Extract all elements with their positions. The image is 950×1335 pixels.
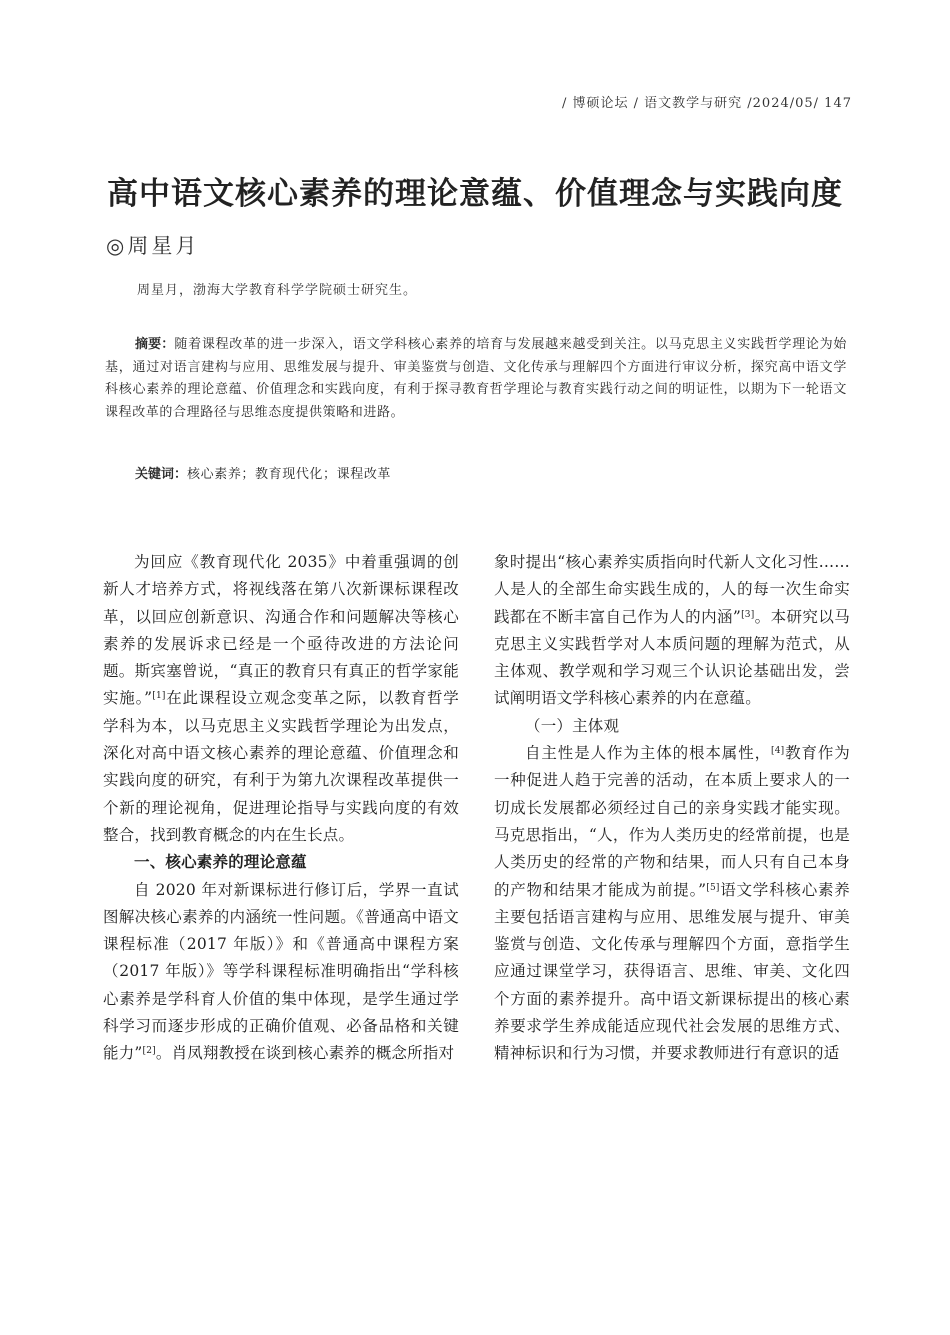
citation-ref: [3]: [741, 609, 755, 620]
paragraph: [494, 740, 850, 1068]
keywords: [135, 463, 391, 482]
abstract-text: 随着课程改革的进一步深入，语文学科核心素养的培育与发展越来越受到关注。以马克思主义实践哲学理论为始基，通过对语言建构与应用、思维发展与提升、审美鉴赏与创造、文化传承与理解四个方面进行审议分析，探究高中语文学科核心素养的理论意蕴、价值理念和实践向度，有利于探寻教育哲学理论与教育实践行动之间的明证性，以期为下一轮语文课程改革的合理路径与思维态度提供策略和进路。: [105, 337, 847, 420]
keywords-label: 关键词：: [135, 467, 188, 482]
article-title: 高中语文核心素养的理论意蕴、价值理念与实践向度: [107, 176, 843, 212]
paragraph-text: 自 2020 年对新课标进行修订后，学界一直试图解决核心素养的内涵统一性问题。《普通高中语文课程标准（2017 年版）》和《普通高中课程方案（2017 年版）》等学科课程标准明确指出“学科核心素养是学科育人价值的集中体现，是学生通过学科学习而逐步形成的正确价值观、必备品格和关键能力”: [103, 880, 459, 1063]
citation-ref: [1]: [152, 691, 166, 702]
paragraph: [103, 549, 459, 849]
body-column-left: [103, 549, 459, 1068]
paragraph-text: 。本研究以马克思主义实践哲学对人本质问题的理解为范式，从主体观、教学观和学习观三个认识论基础出发，尝试阐明语文学科核心素养的内在意蕴。: [494, 607, 850, 708]
running-header: / 博硕论坛 / 语文教学与研究 /2024/05/ 147: [561, 96, 852, 111]
body-column-right: [494, 549, 850, 1068]
section-heading: 一、核心素养的理论意蕴: [134, 853, 307, 872]
subsection-heading: （一）主体观: [525, 716, 620, 735]
author-name: ◎周星月: [106, 234, 200, 258]
keywords-text: 核心素养；教育现代化；课程改革: [187, 467, 392, 482]
paragraph-text: 象时提出“核心素养实质指向时代新人文化习性……人是人的全部生命实践生成的，人的每一次生命实践都在不断丰富自己作为人的内涵”: [494, 553, 850, 626]
paragraph-text: 为回应《教育现代化 2035》中着重强调的创新人才培养方式，将视线落在第八次新课标课程改革，以回应创新意识、沟通合作和问题解决等核心素养的发展诉求已经是一个亟待改进的方法论问题。斯宾塞曾说，“真正的教育只有真正的哲学家能实施。”: [103, 553, 459, 708]
paragraph-text: 在此课程设立观念变革之际，以教育哲学学科为本，以马克思主义实践哲学理论为出发点，深化对高中语文核心素养的理论意蕴、价值理念和实践向度的研究，有利于为第九次课程改革提供一个新的理论视角，促进理论指导与实践向度的有效整合，找到教育概念的内在生长点。: [103, 689, 459, 844]
paragraph-text: 自主性是人作为主体的根本属性，: [525, 744, 772, 763]
paragraph-text: 。肖凤翔教授在谈到核心素养的概念所指对: [155, 1044, 455, 1063]
paragraph-text: 教育作为一种促进人趋于完善的活动，在本质上要求人的一切成长发展都必须经过自己的亲身实践才能实现。马克思指出，“人，作为人类历史的经常前提，也是人类历史的经常的产物和结果，而人只有自己本身的产物和结果才能成为前提。”: [494, 744, 850, 899]
paragraph: [103, 877, 459, 1068]
citation-ref: [5]: [706, 882, 720, 893]
abstract: [105, 334, 847, 424]
citation-ref: [2]: [142, 1046, 156, 1057]
paragraph-text: 语文学科核心素养主要包括语言建构与应用、思维发展与提升、审美鉴赏与创造、文化传承与理解四个方面，意指学生应通过课堂学习，获得语言、思维、审美、文化四个方面的素养提升。高中语文新课标提出的核心素养要求学生养成能适应现代社会发展的思维方式、精神标识和行为习惯，并要求教师进行有意识的适: [494, 880, 850, 1063]
paragraph: [494, 549, 850, 713]
abstract-label: 摘要：: [135, 337, 175, 352]
author-bio: 周星月，渤海大学教育科学学院硕士研究生。: [137, 283, 418, 298]
citation-ref: [4]: [771, 746, 785, 757]
